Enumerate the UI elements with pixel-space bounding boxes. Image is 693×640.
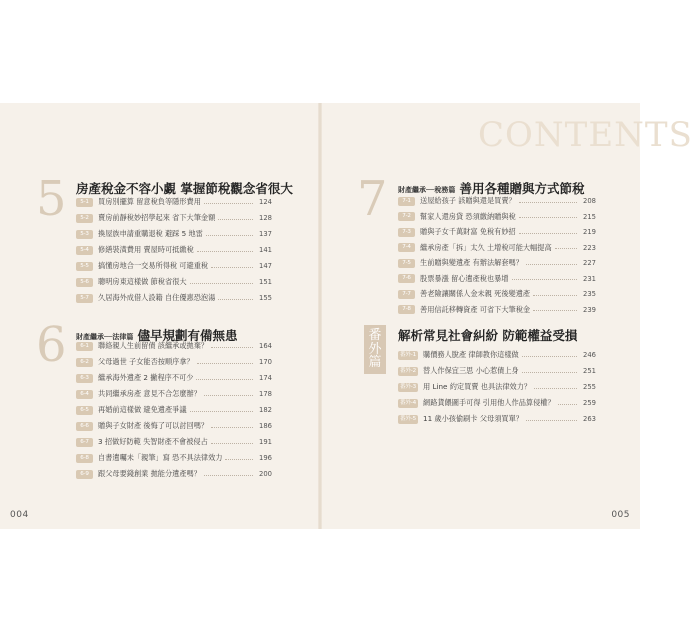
toc-entry (76, 404, 272, 416)
section-code-badge: 7-6 (398, 274, 415, 283)
section-title: 聰明房東這樣做 節稅省很大 (98, 277, 187, 286)
toc-entry (76, 420, 272, 432)
dot-leader (206, 235, 253, 236)
section-title: 替人作保宜三思 小心惹債上身 (423, 366, 519, 375)
section-code-badge: 番外-1 (398, 351, 418, 360)
section-page-number: 239 (583, 305, 596, 314)
chapter-prefix: 財產繼承──稅務篇 (398, 185, 456, 194)
dot-leader (522, 356, 577, 357)
section-title: 幫家人還房貸 恐須繳納贈與稅 (420, 211, 516, 221)
toc-entry (76, 276, 272, 288)
section-page-number: 174 (259, 374, 272, 382)
section-code-badge: 番外-5 (398, 415, 418, 424)
dot-leader (197, 363, 253, 364)
section-title: 聯絡親人生前留債 該繼承或拋棄？ (98, 341, 209, 350)
section-page-number: 200 (259, 470, 272, 478)
chapter-number: 5 (36, 171, 67, 227)
section-title: 繼承房產「拆」太久 土增稅可能大幅提高 (420, 242, 552, 252)
dot-leader (534, 388, 577, 389)
toc-entry (76, 356, 272, 368)
section-page-number: 263 (583, 415, 596, 423)
section-title: 自書遺囑未「親筆」寫 恐不具法律效力 (98, 453, 223, 462)
section-page-number: 219 (583, 228, 596, 236)
section-code-badge: 5-7 (76, 294, 93, 303)
section-page-number: 196 (259, 454, 272, 462)
dot-leader (211, 427, 253, 428)
toc-entry (76, 260, 272, 272)
section-code-badge: 5-2 (76, 214, 93, 223)
section-page-number: 164 (259, 342, 272, 350)
toc-entry (76, 196, 272, 208)
dot-leader (533, 295, 577, 296)
section-page-number: 141 (259, 246, 272, 254)
toc-entry (398, 242, 596, 254)
section-code-badge: 5-1 (76, 198, 93, 207)
toc-entry (76, 452, 272, 464)
section-page-number: 259 (583, 399, 596, 407)
dot-leader (204, 203, 253, 204)
dot-leader (218, 219, 253, 220)
chapter-title-text: 解析常見社會糾紛 防範權益受損 (398, 328, 578, 343)
section-page-number: 124 (259, 198, 272, 206)
section-page-number: 151 (259, 278, 272, 286)
section-code-badge: 6-2 (76, 358, 93, 367)
section-code-badge: 番外-4 (398, 399, 418, 408)
section-code-badge: 5-5 (76, 262, 93, 271)
section-page-number: 170 (259, 358, 272, 366)
section-code-badge: 5-3 (76, 230, 93, 239)
section-code-badge: 7-8 (398, 305, 415, 314)
section-title: 用 Line 約定買賣 也具法律效力？ (423, 382, 532, 391)
dot-leader (190, 411, 253, 412)
toc-entry (398, 211, 596, 223)
section-page-number: 223 (583, 243, 596, 252)
chapter-prefix: 財產繼承──法律篇 (76, 332, 134, 341)
section-title: 換屋族申請重購退稅 避踩 5 地雷 (98, 229, 203, 238)
toc-entry (76, 228, 272, 240)
dot-leader (558, 404, 577, 405)
section-page-number: 251 (583, 367, 596, 375)
dot-leader (512, 279, 577, 280)
section-title: 久居海外成借人設籍 自住優惠恐泡湯 (98, 293, 216, 302)
toc-entry (76, 372, 272, 384)
section-page-number: 182 (259, 406, 272, 414)
section-title: 跟父母要錢創業 拋能分遺產嗎？ (98, 469, 201, 478)
section-title: 共同繼承房產 意見不合怎麼辦？ (98, 389, 201, 398)
extra-badge-char: 篇 (368, 355, 382, 371)
chapter-number: 7 (357, 171, 388, 227)
dot-leader (211, 347, 253, 348)
dot-leader (218, 299, 253, 300)
dot-leader (519, 202, 577, 203)
section-code-badge: 7-4 (398, 243, 415, 252)
section-page-number: 137 (259, 230, 272, 238)
chapter-title (398, 325, 577, 344)
section-code-badge: 6-8 (76, 454, 93, 463)
section-page-number: 227 (583, 259, 596, 267)
section-title: 修繕裝潢費用 賣屋時可抵繳稅 (98, 245, 194, 254)
section-title: 父母過世 子女能否按順序拿？ (98, 357, 194, 366)
toc-entry (398, 365, 596, 377)
dot-leader (519, 217, 577, 218)
section-page-number: 186 (259, 422, 272, 430)
section-page-number: 155 (259, 294, 272, 302)
chapter-title-text: 善用各種贈與方式節稅 (459, 181, 585, 196)
dot-leader (197, 251, 253, 252)
section-code-badge: 7-1 (398, 197, 415, 206)
section-code-badge: 5-4 (76, 246, 93, 255)
section-code-badge: 6-3 (76, 374, 93, 383)
toc-entry (76, 388, 272, 400)
book-gutter (318, 103, 322, 529)
section-title: 3 招做好防範 失智財產不會被侵占 (98, 437, 208, 446)
section-code-badge: 6-1 (76, 342, 93, 351)
dot-leader (533, 310, 577, 311)
contents-watermark: CONTENTS (478, 115, 693, 155)
chapter-number: 6 (36, 317, 67, 373)
dot-leader (555, 248, 577, 249)
section-title: 購價務人脫產 律師教你這樣做 (423, 350, 519, 359)
section-page-number: 215 (583, 212, 596, 221)
dot-leader (522, 372, 577, 373)
section-code-badge: 6-6 (76, 422, 93, 431)
section-title: 贈與子女財產 後悔了可以討回嗎？ (98, 421, 209, 430)
section-title: 再婚前這樣做 避免遺產爭議 (98, 405, 187, 414)
section-title: 買房別擺算 留意稅負等隱形費用 (98, 197, 201, 206)
section-page-number: 147 (259, 262, 272, 270)
dot-leader (211, 443, 253, 444)
dot-leader (526, 264, 577, 265)
section-title: 搞懂房地合一交易所得稅 可避重稅 (98, 261, 209, 270)
toc-entry (398, 397, 596, 409)
section-title: 生前贈與變遺產 有辦法解套嗎？ (420, 258, 523, 267)
dot-leader (204, 395, 253, 396)
section-title: 賣房前靜稅妙招學起來 省下大筆金額 (98, 213, 216, 222)
dot-leader (211, 267, 253, 268)
toc-entry (398, 273, 596, 285)
section-title: 善老險讓關係人金未親 死後變遺產 (420, 289, 531, 298)
section-code-badge: 7-7 (398, 290, 415, 299)
section-code-badge: 7-5 (398, 259, 415, 268)
section-title: 11 歲小孩偷刷卡 父母須買單？ (423, 414, 523, 423)
toc-entry (76, 212, 272, 224)
section-code-badge: 番外-3 (398, 383, 418, 392)
section-code-badge: 6-5 (76, 406, 93, 415)
toc-entry (398, 288, 596, 300)
toc-entry (398, 349, 596, 361)
section-code-badge: 5-6 (76, 278, 93, 287)
extra-badge-char: 番 (368, 328, 382, 343)
toc-entry (398, 381, 596, 393)
section-page-number: 246 (583, 351, 596, 359)
toc-entry (76, 468, 272, 480)
right-page-number: 005 (611, 510, 630, 520)
chapter-title (76, 178, 293, 197)
toc-entry (76, 340, 272, 352)
toc-entry (398, 413, 596, 425)
toc-entry (398, 257, 596, 269)
dot-leader (526, 420, 577, 421)
toc-entry (76, 436, 272, 448)
toc-entry (76, 292, 272, 304)
dot-leader (225, 459, 253, 460)
toc-entry (398, 195, 596, 207)
dot-leader (204, 475, 253, 476)
section-title: 善用信託移轉資產 可省下大筆稅金 (420, 304, 531, 314)
section-page-number: 128 (259, 214, 272, 222)
section-title: 股票暴漲 留心遺產稅也暴增 (420, 273, 509, 283)
section-title: 網路貨餵圖手可得 引用他人作品算侵權？ (423, 398, 555, 407)
section-code-badge: 6-4 (76, 390, 93, 399)
section-page-number: 191 (259, 438, 272, 446)
section-title: 繼承海外遺產 2 撇程序不可少 (98, 373, 194, 382)
section-title: 贈與子女千萬財富 免稅有妙招 (420, 227, 516, 236)
section-page-number: 231 (583, 274, 596, 283)
section-code-badge: 7-3 (398, 228, 415, 237)
section-code-badge: 7-2 (398, 212, 415, 221)
section-code-badge: 6-9 (76, 470, 93, 479)
section-title: 送屋給孩子 該贈與還是買賣？ (420, 196, 516, 205)
section-code-badge: 番外-2 (398, 367, 418, 376)
toc-entry (76, 244, 272, 256)
dot-leader (519, 233, 577, 234)
chapter-title-text: 房產稅金不容小覷 掌握節稅觀念省很大 (76, 181, 293, 196)
extra-chapter-badge (364, 325, 386, 374)
chapter-title-text: 儘早規劃有備無患 (137, 328, 238, 343)
section-page-number: 255 (583, 383, 596, 391)
toc-entry (398, 304, 596, 316)
section-page-number: 178 (259, 390, 272, 398)
dot-leader (196, 379, 253, 380)
left-page-number: 004 (10, 510, 29, 520)
section-code-badge: 6-7 (76, 438, 93, 447)
extra-badge-char: 外 (368, 341, 382, 357)
dot-leader (190, 283, 253, 284)
section-page-number: 208 (583, 197, 596, 205)
toc-entry (398, 226, 596, 238)
book-spread (0, 103, 693, 529)
section-page-number: 235 (583, 290, 596, 298)
